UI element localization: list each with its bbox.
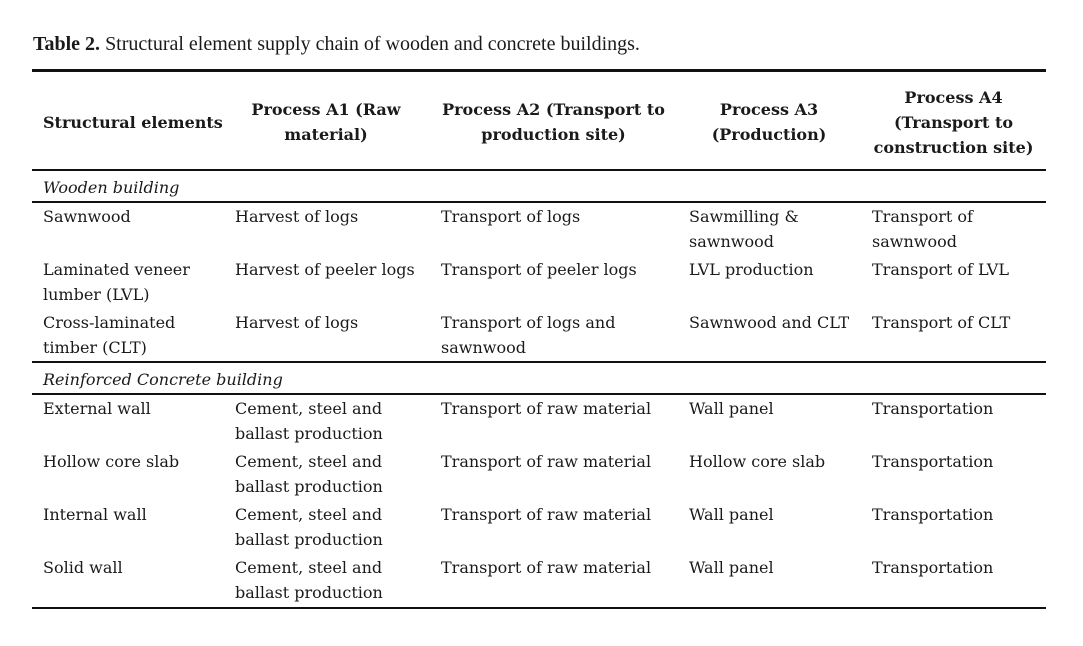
table-title: Structural element supply chain of wooden and concrete buildings. [100,33,640,55]
table-cell: Transport of peeler logs [441,260,637,279]
section-rule-concrete [32,393,1046,395]
table-cell: Laminated veneer lumber (LVL) [43,260,190,304]
table-cell: Cement, steel and ballast production [235,399,383,443]
table-cell: Harvest of logs [235,313,359,332]
section-divider [32,361,1046,363]
table-caption [33,30,640,58]
table-cell: Transport of logs [441,207,581,226]
table-cell: Sawnwood and CLT [689,313,850,332]
table-cell: Transportation [872,505,994,524]
table-cell: Transportation [872,399,994,418]
table-cell: Harvest of peeler logs [235,260,415,279]
header-structural-elements: Structural elements [43,113,223,132]
table-cell: Harvest of logs [235,207,359,226]
table-cell: Wall panel [689,399,774,418]
header-process-a4: Process A4 (Transport to construction site) [873,88,1034,157]
table-cell: Cross-laminated timber (CLT) [43,313,176,357]
table-cell: Transport of raw material [441,399,652,418]
table-cell: Transport of raw material [441,452,652,471]
table-cell: Cement, steel and ballast production [235,558,383,602]
table-cell: Sawnwood [43,207,131,226]
bottom-rule [32,607,1046,609]
header-process-a1: Process A1 (Raw material) [251,100,401,144]
section-rule-wooden [32,201,1046,203]
table-cell: Cement, steel and ballast production [235,505,383,549]
table-cell: Transport of CLT [872,313,1011,332]
table-cell: Cement, steel and ballast production [235,452,383,496]
table-cell: Transport of LVL [872,260,1009,279]
header-process-a2: Process A2 (Transport to production site) [442,100,665,144]
table-cell: Wall panel [689,558,774,577]
table-cell: Transport of sawnwood [872,207,973,251]
table-cell: Hollow core slab [43,452,180,471]
table-cell: Sawmilling & sawnwood [689,207,799,251]
table-cell: Transport of raw material [441,505,652,524]
table-cell: Internal wall [43,505,147,524]
top-rule [32,69,1046,72]
section-title-concrete: Reinforced Concrete building [43,370,283,389]
section-title-wooden: Wooden building [43,178,180,197]
table-label: Table 2. [33,33,101,55]
header-rule [32,169,1046,171]
table-cell: Hollow core slab [689,452,826,471]
table-cell: Transport of logs and sawnwood [441,313,616,357]
table-cell: Transportation [872,452,994,471]
table-cell: External wall [43,399,151,418]
table-cell: Transport of raw material [441,558,652,577]
header-process-a3: Process A3 (Production) [711,100,827,144]
table-cell: Wall panel [689,505,774,524]
table-cell: Solid wall [43,558,123,577]
table-cell: LVL production [689,260,814,279]
table-cell: Transportation [872,558,994,577]
